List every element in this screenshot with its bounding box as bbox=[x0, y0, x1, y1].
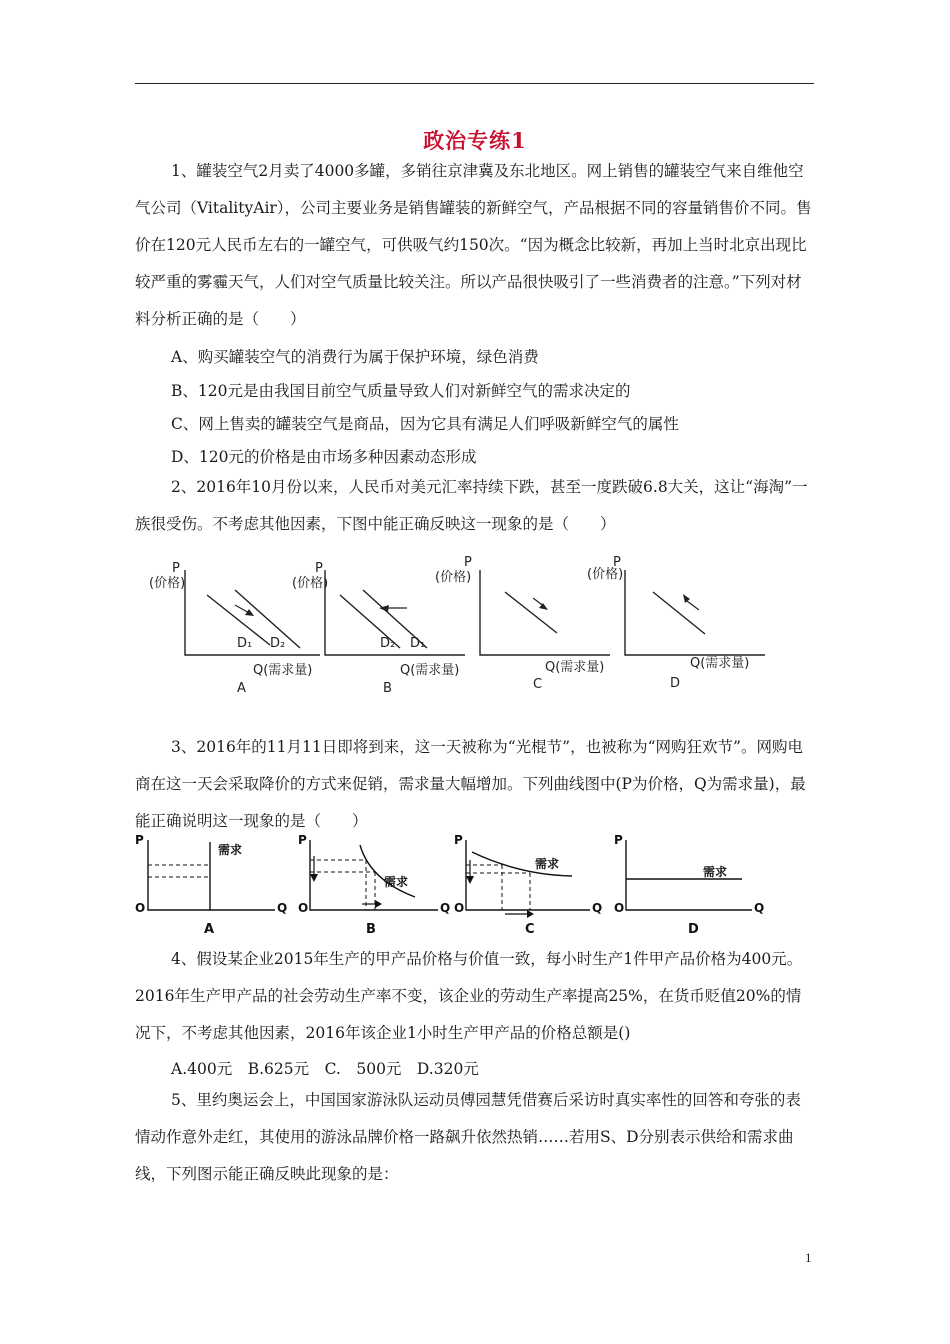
q3c-q-label: Q bbox=[592, 901, 603, 915]
q2d-unit-label: (价格) bbox=[587, 567, 624, 582]
q2b-d1-label: D₁ bbox=[410, 636, 426, 651]
q3a-curve-label: 需求 bbox=[218, 843, 243, 857]
q3b-letter: B bbox=[366, 922, 376, 937]
q1-option-a: A、购买罐装空气的消费行为属于保护环境，绿色消费 bbox=[171, 348, 539, 366]
q2a-letter: A bbox=[237, 681, 246, 695]
question-2-stem: 2、2016年10月份以来，人民币对美元汇率持续下跌，甚至一度跌破6.8大关，这让“海淘”一族很受伤。不考虑其他因素，下图中能正确反映这一现象的是（ ） bbox=[135, 478, 808, 533]
q2c-unit-label: (价格) bbox=[435, 570, 472, 585]
q2a-d2-label: D₂ bbox=[270, 636, 286, 651]
q3c-o-label: O bbox=[454, 901, 465, 915]
q3d-o-label: O bbox=[614, 901, 625, 915]
q4-options: A.400元 B.625元 C. 500元 D.320元 bbox=[171, 1060, 479, 1078]
question-3-stem: 3、2016年的11月11日即将到来，这一天被称为“光棍节”，也被称为“网购狂欢节”。网购电商在这一天会采取降价的方式来促销，需求量大幅增加。下列曲线图中(P为价格，Q为需求量)，最能正确说明这一现象的是（ ） bbox=[135, 738, 806, 830]
q3c-curve-label: 需求 bbox=[535, 857, 560, 871]
page-number: 1 bbox=[805, 1250, 812, 1265]
question-5-stem: 5、里约奥运会上，中国国家游泳队运动员傅园慧凭借赛后采访时真实率性的回答和夸张的表情动作意外走红，其使用的游泳品牌价格一路飙升依然热销……若用S、D分别表示供给和需求曲线，下列图示能正确反映此现象的是： bbox=[135, 1091, 801, 1183]
q3b-q-label: Q bbox=[440, 901, 451, 915]
q3a-q-label: Q bbox=[277, 901, 288, 915]
question-1-stem: 1、罐装空气2月卖了4000多罐，多销往京津冀及东北地区。网上销售的罐装空气来自维他空气公司（VitalityAir），公司主要业务是销售罐装的新鲜空气，产品根据不同的容量销售价不同。售价在120元人民币左右的一罐空气，可供吸气约150次。“因为概念比较新，再加上当时北京出现比较严重的雾霾天气，人们对空气质量比较关注。所以产品很快吸引了一些消费者的注意。”下列对材料分析正确的是（ ） bbox=[135, 162, 812, 328]
q2b-letter: B bbox=[383, 681, 392, 695]
q3-graphs bbox=[130, 830, 770, 938]
q2b-p-label: P bbox=[315, 561, 323, 576]
q2c-letter: C bbox=[533, 677, 543, 692]
header-rule bbox=[135, 83, 814, 84]
q2d-q-label: Q(需求量) bbox=[690, 656, 750, 671]
q1-option-b: B、120元是由我国目前空气质量导致人们对新鲜空气的需求决定的 bbox=[171, 382, 631, 400]
q3a-letter: A bbox=[204, 922, 215, 937]
q3d-curve-label: 需求 bbox=[703, 865, 728, 879]
q2c-p-label: P bbox=[464, 555, 472, 570]
question-4-stem: 4、假设某企业2015年生产的甲产品价格与价值一致，每小时生产1件甲产品价格为400元。2016年生产甲产品的社会劳动生产率不变，该企业的劳动生产率提高25%，在货币贬值20%的情况下，不考虑其他因素，2016年该企业1小时生产甲产品的价格总额是() bbox=[135, 950, 803, 1042]
q3b-o-label: O bbox=[298, 901, 309, 915]
q2a-p-label: P bbox=[172, 561, 180, 576]
q3b-p-label: P bbox=[298, 833, 307, 847]
q3d-p-label: P bbox=[614, 833, 623, 847]
q1-option-d: D、120元的价格是由市场多种因素动态形成 bbox=[171, 448, 477, 466]
page-title: 政治专练1 bbox=[423, 128, 527, 153]
q2b-q-label: Q(需求量) bbox=[400, 663, 460, 678]
q3b-curve-label: 需求 bbox=[384, 875, 409, 889]
q2a-q-label: Q(需求量) bbox=[253, 663, 313, 678]
q2d-p-label: P bbox=[613, 555, 621, 570]
q2c-q-label: Q(需求量) bbox=[545, 660, 605, 675]
q3c-letter: C bbox=[525, 922, 535, 937]
q2-graphs bbox=[135, 550, 795, 695]
q2b-d2-label: D₂ bbox=[380, 636, 396, 651]
q3d-letter: D bbox=[688, 922, 699, 937]
q3a-p-label: P bbox=[135, 833, 144, 847]
q2a-unit-label: (价格) bbox=[149, 576, 186, 591]
q3a-o-label: O bbox=[135, 901, 146, 915]
q2b-unit-label: (价格) bbox=[292, 576, 329, 591]
q2d-letter: D bbox=[670, 676, 681, 691]
q3c-p-label: P bbox=[454, 833, 463, 847]
q3d-q-label: Q bbox=[754, 901, 765, 915]
q2a-d1-label: D₁ bbox=[237, 636, 253, 651]
q1-option-c: C、网上售卖的罐装空气是商品，因为它具有满足人们呼吸新鲜空气的属性 bbox=[171, 415, 679, 433]
